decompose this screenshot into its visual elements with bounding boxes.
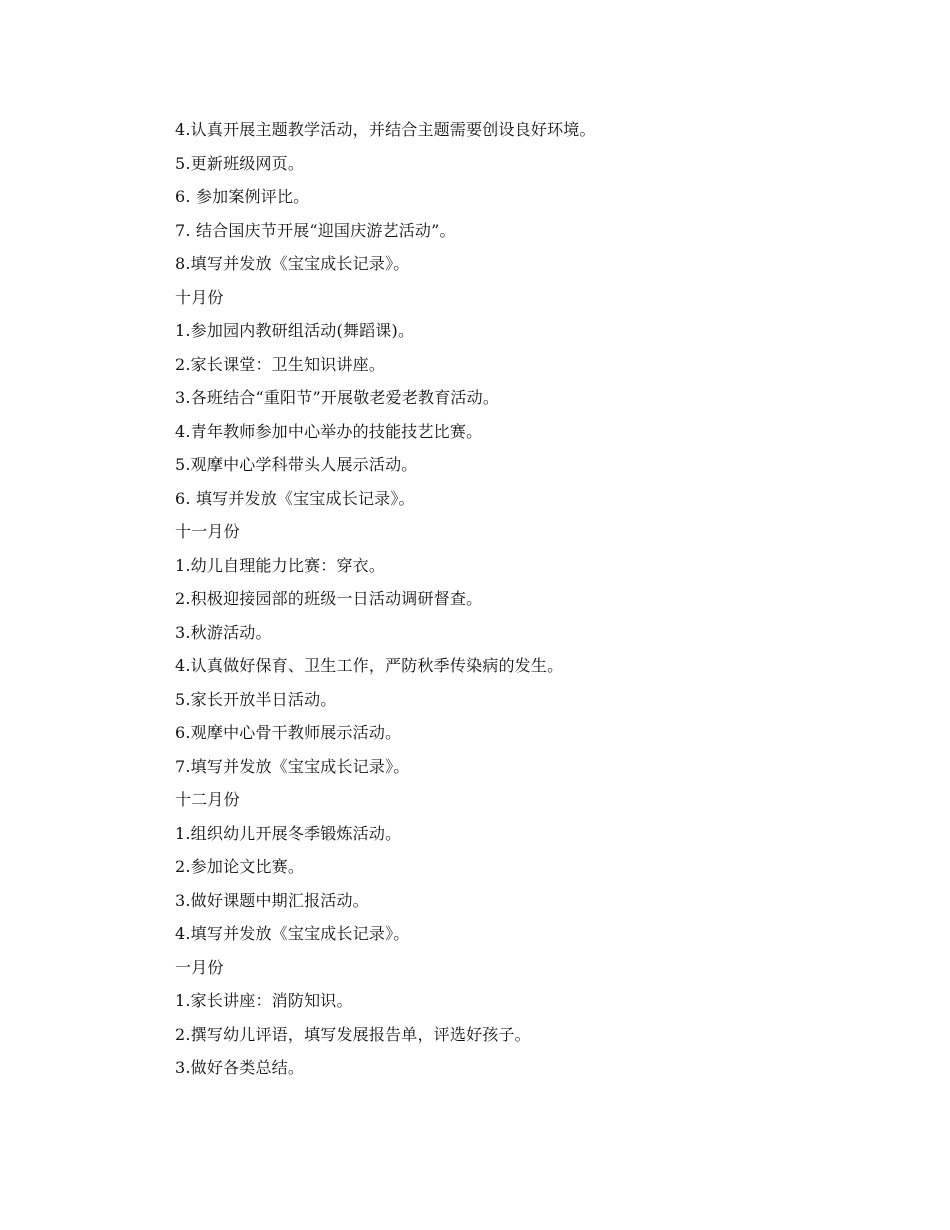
plan-item: 2.家长课堂：卫生知识讲座。 xyxy=(175,354,386,374)
plan-item: 1.家长讲座：消防知识。 xyxy=(175,991,353,1010)
plan-item: 1.组织幼儿开展冬季锻炼活动。 xyxy=(175,823,402,843)
plan-item: 3.秋游活动。 xyxy=(175,622,272,642)
plan-item: 6.观摩中心骨干教师展示活动。 xyxy=(175,723,402,742)
plan-item: 3.做好各类总结。 xyxy=(175,1058,305,1077)
plan-item: 7.填写并发放《宝宝成长记录》。 xyxy=(175,756,410,776)
plan-item: 1.幼儿自理能力比赛：穿衣。 xyxy=(175,555,386,575)
plan-item: 3.做好课题中期汇报活动。 xyxy=(175,890,369,910)
plan-item: 3.各班结合“重阳节”开展敬老爱老教育活动。 xyxy=(175,388,500,407)
plan-item: 5.家长开放半日活动。 xyxy=(175,689,337,709)
month-heading: 十二月份 xyxy=(175,790,240,809)
plan-item: 2.积极迎接园部的班级一日活动调研督查。 xyxy=(175,589,483,608)
month-heading: 一月份 xyxy=(175,957,224,977)
plan-item: 4.青年教师参加中心举办的技能技艺比赛。 xyxy=(175,421,483,441)
plan-item: 8.填写并发放《宝宝成长记录》。 xyxy=(175,254,410,273)
plan-item: 2.参加论文比赛。 xyxy=(175,857,305,876)
plan-item: 2.撰写幼儿评语，填写发展报告单，评选好孩子。 xyxy=(175,1024,531,1044)
document-body xyxy=(175,113,875,1085)
plan-item: 5.观摩中心学科带头人展示活动。 xyxy=(175,455,418,474)
plan-item: 6. 参加案例评比。 xyxy=(175,187,310,206)
plan-item: 1.参加园内教研组活动(舞蹈课)。 xyxy=(175,321,415,340)
month-heading: 十月份 xyxy=(175,287,224,307)
plan-item: 4.认真做好保育、卫生工作，严防秋季传染病的发生。 xyxy=(175,656,564,675)
plan-item: 7. 结合国庆节开展“迎国庆游艺活动”。 xyxy=(175,220,456,240)
plan-item: 5.更新班级网页。 xyxy=(175,153,305,173)
plan-item: 6. 填写并发放《宝宝成长记录》。 xyxy=(175,488,415,508)
plan-item: 4.填写并发放《宝宝成长记录》。 xyxy=(175,924,410,943)
month-heading: 十一月份 xyxy=(175,522,240,541)
plan-item: 4.认真开展主题教学活动，并结合主题需要创设良好环境。 xyxy=(175,120,596,139)
